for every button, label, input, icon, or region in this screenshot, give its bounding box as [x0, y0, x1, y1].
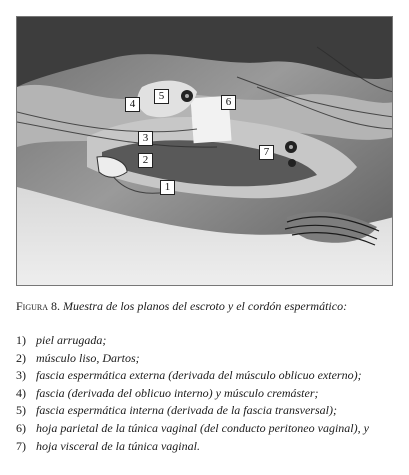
legend-item: 5) fascia espermática interna (derivada de la fascia transversal);	[16, 403, 337, 418]
figure-label-3: 3	[138, 131, 153, 146]
figure-caption-text: Muestra de los planos del escroto y el cordón espermático:	[63, 299, 348, 313]
legend-item: 7) hoja visceral de la túnica vaginal.	[16, 438, 200, 453]
figure-label-5: 5	[154, 89, 169, 104]
legend-item: 6) hoja parietal de la túnica vaginal (del conducto peritoneo vaginal), y	[16, 420, 369, 435]
specimen-photo-illustration	[17, 17, 393, 286]
legend-item: 3) fascia espermática externa (derivada del músculo oblicuo externo);	[16, 368, 362, 383]
figure-label-2: 2	[138, 153, 153, 168]
figure-caption-label: Figura 8.	[16, 299, 61, 313]
figure-label-6: 6	[221, 95, 236, 110]
legend-item: 1) piel arrugada;	[16, 333, 107, 347]
legend-item: 2) músculo liso, Dartos;	[16, 350, 140, 365]
figure-label-4: 4	[125, 97, 140, 112]
figure-legend	[16, 332, 400, 455]
specimen-photo	[16, 16, 393, 286]
figure-label-1: 1	[160, 180, 175, 195]
figure-caption	[16, 298, 396, 314]
legend-item: 4) fascia (derivada del oblicuo interno) y músculo cremáster;	[16, 385, 319, 400]
figure-label-7: 7	[259, 145, 274, 160]
